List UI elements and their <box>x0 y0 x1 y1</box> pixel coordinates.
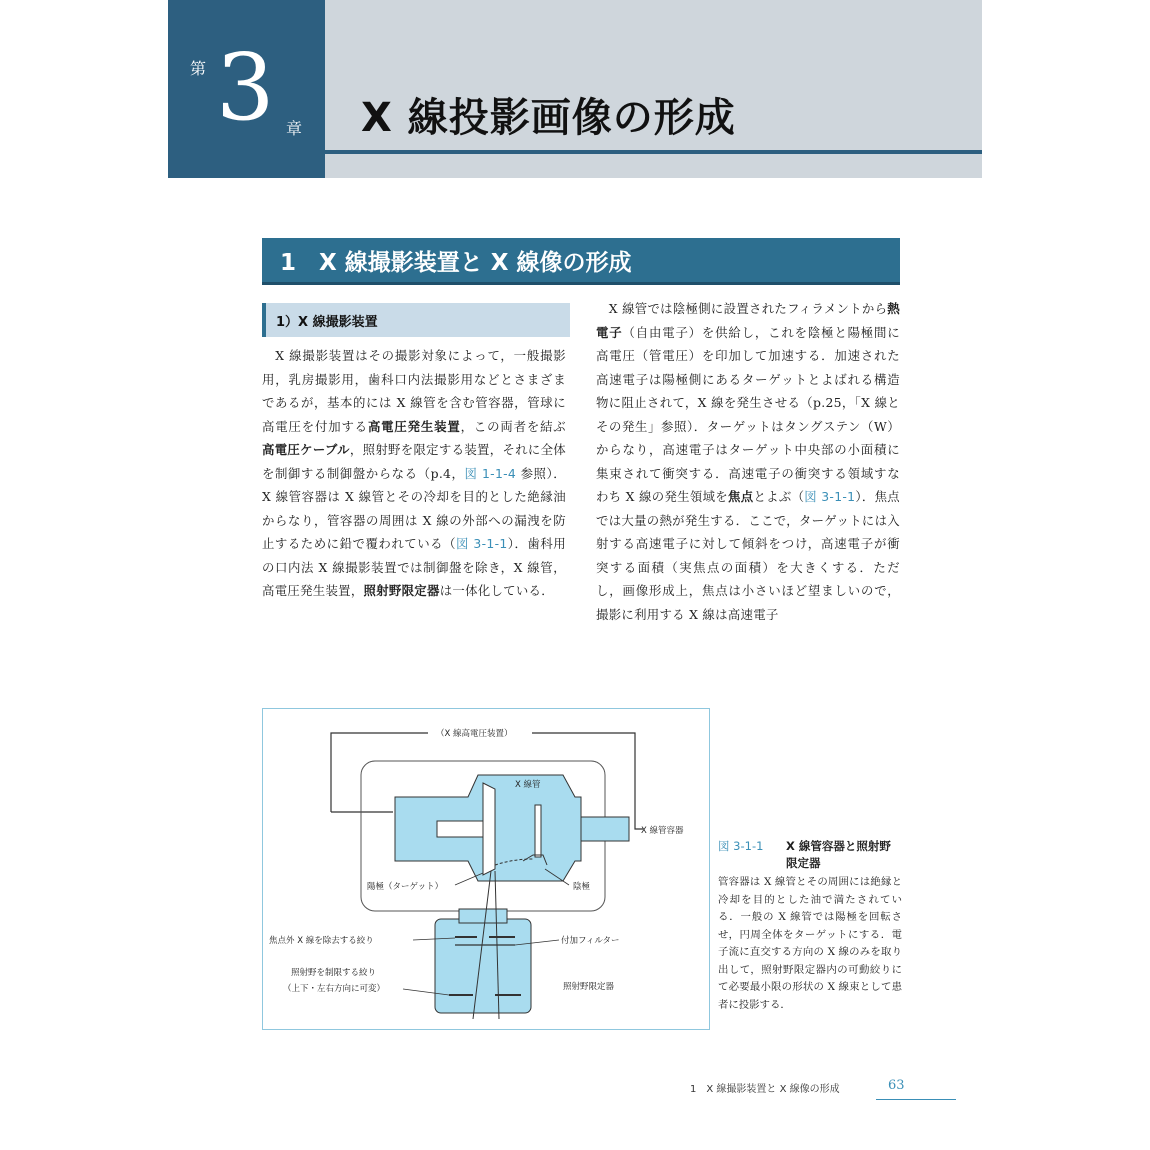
cathode-filament <box>535 805 541 857</box>
chapter-number: 3 <box>216 34 275 141</box>
xray-tube-diagram <box>263 709 709 1029</box>
text-run: X 線管では陰極側に設置されたフィラメントから <box>608 301 888 316</box>
figure-caption-title: X 線管容器と照射野限定器 <box>786 839 891 870</box>
chapter-header <box>168 0 982 178</box>
chapter-title: X 線投影画像の形成 <box>361 95 736 141</box>
footer-rule <box>876 1099 956 1100</box>
label-hv-device: （X 線高電圧装置） <box>436 729 513 739</box>
cathode-stub <box>581 817 629 841</box>
figure-reference-link[interactable]: 図 3-1-1 <box>456 536 508 551</box>
label-cathode: 陰極 <box>573 882 591 892</box>
figure-caption-number: 図 3-1-1 <box>718 839 764 853</box>
text-run: X 線撮影装置はその撮影対象によって，一般撮影用，乳房撮影用，歯科口内法撮影用などとさまざまであるが，基本的には X 線管を含む管容器，管球に高電圧を付加する <box>262 348 566 434</box>
text-run: （自由電子）を供給し，これを陰極と陽極間に高電圧（管電圧）を印加して加速する．加速された高速電子は陽極側にあるターゲットとよばれる構造物に阻止されて，X 線を発生させる（p.25，「X 線とその発生」参照）．ターゲットはタングステン（W）からなり，高速電子はターゲット中央部の小面積に集束されて衝突する．高速電子の衝突する領域すなわち X 線の発生領域を <box>596 324 900 504</box>
subsection-header <box>262 303 570 337</box>
label-collimator: 照射野限定器 <box>563 982 615 992</box>
label-off-focus-diaphragm: 焦点外 X 線を除去する絞り <box>269 936 374 946</box>
text-run: ）．焦点では大量の熱が発生する．ここで，ターゲットには入射する高速電子に対して傾斜をつけ，高速電子が衝突する面積（実焦点の面積）を大きくする．ただし，画像形成上，焦点は小さいほど望ましいので，撮影に利用する X 線は高速電子 <box>596 489 900 622</box>
chapter-prefix: 第 <box>190 59 207 78</box>
section-title: 1 X 線撮影装置と X 線像の形成 <box>280 250 632 276</box>
anode-stem <box>437 821 483 837</box>
label-xray-tube: X 線管 <box>515 780 541 790</box>
collimator-top <box>459 909 507 923</box>
section-header <box>262 238 900 285</box>
figure-caption-text: 管容器は X 線管とその周囲には絶縁と冷却を目的とした油で満たされている．一般の X 線管では陽極を回転させ，円周全体をターゲットにする．電子流に直交する方向の X 線のみを取り出して，照射野限定器内の可動絞りにて必要最小限の形状の X 線束として患者に投影する． <box>718 876 902 1011</box>
label-added-filter: 付加フィルター <box>561 936 620 946</box>
text-run: とよぶ（ <box>753 489 805 504</box>
figure-reference-link[interactable]: 図 3-1-1 <box>804 489 856 504</box>
keyword-collimator: 照射野限定器 <box>363 583 440 598</box>
keyword-hv-cable: 高電圧ケーブル <box>262 442 350 457</box>
keyword-hv-generator: 高電圧発生装置 <box>367 418 461 434</box>
chapter-title-underline <box>325 150 982 154</box>
chapter-number-box <box>168 0 325 178</box>
text-run: ，この両者を結ぶ <box>460 418 566 434</box>
body-text-right-column <box>596 297 900 626</box>
running-footer-title: 1 X 線撮影装置と X 線像の形成 <box>690 1084 840 1095</box>
label-field-diaphragm: 照射野を制限する絞り <box>291 968 377 978</box>
text-run: 参照）．X 線管容器は X 線管とその冷却を目的とした絶縁油からなり，管容器の周囲は X 線の外部への漏洩を防止するために鉛で覆われている（ <box>262 465 566 551</box>
text-run: ，照射野を限定する装置，それに全体を制御する制御盤からなる（p.4， <box>262 442 567 481</box>
text-run: ）．歯科用の口内法 X 線撮影装置では制御盤を除き，X 線管，高電圧発生装置， <box>262 536 566 598</box>
anode-disk <box>483 783 495 875</box>
keyword-focal-spot: 焦点 <box>728 489 754 504</box>
figure-3-1-1 <box>262 708 710 1030</box>
keyword-thermal-electron: 熱電子 <box>596 301 900 340</box>
label-field-diaphragm-sub: （上下・左右方向に可変） <box>283 984 386 994</box>
chapter-suffix: 章 <box>286 119 303 138</box>
label-anode-target: 陽極（ターゲット） <box>367 882 444 892</box>
page-number: 63 <box>888 1078 905 1093</box>
text-run: は一体化している． <box>439 583 554 598</box>
figure-reference-link[interactable]: 図 1-1-4 <box>464 465 517 481</box>
body-text-left-column <box>262 344 566 603</box>
label-tube-housing: X 線管容器 <box>641 826 684 836</box>
subsection-title: 1）X 線撮影装置 <box>276 315 378 330</box>
